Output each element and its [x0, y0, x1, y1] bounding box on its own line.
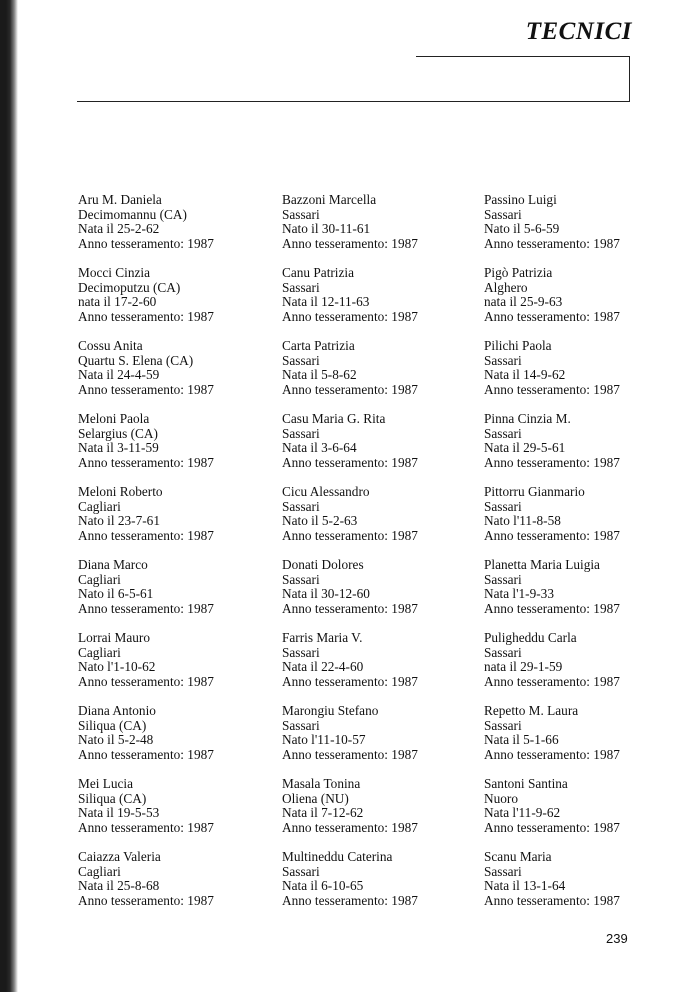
- person-name: Marongiu Stefano: [282, 703, 379, 718]
- person-name: Caiazza Valeria: [78, 849, 161, 864]
- person-entry: [282, 193, 482, 266]
- person-entry: [484, 339, 684, 412]
- person-birth: Nato l'11-8-58: [484, 513, 561, 529]
- column-1: [78, 193, 278, 923]
- person-name: Repetto M. Laura: [484, 703, 579, 718]
- person-year: Anno tesseramento: 1987: [78, 600, 214, 616]
- person-entry: [282, 485, 482, 558]
- person-name: Meloni Roberto: [78, 484, 163, 499]
- person-birth: Nato il 5-2-48: [78, 732, 154, 748]
- person-place: Sassari: [282, 425, 320, 441]
- person-birth: Nato il 5-2-63: [282, 513, 358, 529]
- person-year: Anno tesseramento: 1987: [78, 235, 214, 251]
- person-birth: Nata il 6-10-65: [282, 878, 364, 894]
- person-year: Anno tesseramento: 1987: [282, 454, 418, 470]
- person-place: Cagliari: [78, 863, 121, 879]
- person-name: Donati Dolores: [282, 557, 364, 572]
- person-name: Diana Marco: [78, 557, 148, 572]
- person-birth: Nato il 5-6-59: [484, 221, 560, 237]
- person-entry: [78, 412, 278, 485]
- person-year: Anno tesseramento: 1987: [78, 746, 214, 762]
- person-place: Nuoro: [484, 790, 518, 806]
- person-year: Anno tesseramento: 1987: [282, 819, 418, 835]
- person-place: Decimoputzu (CA): [78, 279, 181, 295]
- person-entry: [282, 850, 482, 923]
- person-name: Mei Lucia: [78, 776, 134, 791]
- person-year: Anno tesseramento: 1987: [282, 527, 418, 543]
- person-entry: [484, 704, 684, 777]
- person-birth: Nata il 13-1-64: [484, 878, 566, 894]
- person-birth: Nata il 12-11-63: [282, 294, 370, 310]
- person-birth: Nata il 22-4-60: [282, 659, 364, 675]
- person-place: Sassari: [484, 571, 522, 587]
- person-birth: Nata il 24-4-59: [78, 367, 160, 383]
- person-name: Carta Patrizia: [282, 338, 355, 353]
- person-entry: [484, 850, 684, 923]
- person-year: Anno tesseramento: 1987: [484, 673, 620, 689]
- person-name: Pilichi Paola: [484, 338, 552, 353]
- person-year: Anno tesseramento: 1987: [484, 381, 620, 397]
- person-place: Sassari: [282, 279, 320, 295]
- person-place: Sassari: [484, 863, 522, 879]
- person-name: Pinna Cinzia M.: [484, 411, 571, 426]
- person-entry: [78, 193, 278, 266]
- person-name: Bazzoni Marcella: [282, 192, 377, 207]
- person-name: Multineddu Caterina: [282, 849, 393, 864]
- person-year: Anno tesseramento: 1987: [78, 673, 214, 689]
- person-place: Decimomannu (CA): [78, 206, 187, 222]
- person-entry: [282, 631, 482, 704]
- person-name: Passino Luigi: [484, 192, 557, 207]
- person-entry: [78, 339, 278, 412]
- person-place: Selargius (CA): [78, 425, 158, 441]
- person-name: Cicu Alessandro: [282, 484, 370, 499]
- person-entry: [78, 485, 278, 558]
- header-frame-line: [416, 56, 630, 101]
- person-year: Anno tesseramento: 1987: [282, 308, 418, 324]
- person-entry: [282, 266, 482, 339]
- person-entry: [78, 704, 278, 777]
- person-birth: nata il 25-9-63: [484, 294, 563, 310]
- person-birth: Nato il 6-5-61: [78, 586, 154, 602]
- person-name: Planetta Maria Luigia: [484, 557, 600, 572]
- person-year: Anno tesseramento: 1987: [78, 819, 214, 835]
- book-spine-shadow: [0, 0, 18, 992]
- person-name: Cossu Anita: [78, 338, 143, 353]
- person-entry: [484, 412, 684, 485]
- person-year: Anno tesseramento: 1987: [78, 892, 214, 908]
- person-birth: nata il 29-1-59: [484, 659, 563, 675]
- person-place: Cagliari: [78, 498, 121, 514]
- person-name: Scanu Maria: [484, 849, 552, 864]
- person-place: Sassari: [484, 206, 522, 222]
- person-name: Masala Tonina: [282, 776, 361, 791]
- person-name: Pigò Patrizia: [484, 265, 553, 280]
- person-entry: [78, 777, 278, 850]
- person-birth: Nata il 5-1-66: [484, 732, 559, 748]
- person-name: Pittorru Gianmario: [484, 484, 585, 499]
- person-entry: [484, 558, 684, 631]
- person-place: Siliqua (CA): [78, 717, 147, 733]
- column-3: [484, 193, 684, 923]
- person-entry: [484, 485, 684, 558]
- person-year: Anno tesseramento: 1987: [484, 527, 620, 543]
- person-place: Alghero: [484, 279, 528, 295]
- person-year: Anno tesseramento: 1987: [484, 308, 620, 324]
- person-year: Anno tesseramento: 1987: [484, 746, 620, 762]
- person-place: Sassari: [282, 352, 320, 368]
- person-birth: Nata il 3-11-59: [78, 440, 159, 456]
- person-place: Cagliari: [78, 571, 121, 587]
- person-year: Anno tesseramento: 1987: [282, 746, 418, 762]
- person-year: Anno tesseramento: 1987: [78, 527, 214, 543]
- person-name: Aru M. Daniela: [78, 192, 162, 207]
- column-2: [282, 193, 482, 923]
- person-year: Anno tesseramento: 1987: [282, 381, 418, 397]
- person-year: Anno tesseramento: 1987: [282, 235, 418, 251]
- person-entry: [484, 266, 684, 339]
- person-name: Casu Maria G. Rita: [282, 411, 386, 426]
- person-birth: Nata l'11-9-62: [484, 805, 561, 821]
- person-name: Lorrai Mauro: [78, 630, 150, 645]
- person-birth: Nata il 5-8-62: [282, 367, 357, 383]
- person-birth: Nato il 30-11-61: [282, 221, 371, 237]
- person-place: Sassari: [282, 206, 320, 222]
- person-year: Anno tesseramento: 1987: [484, 600, 620, 616]
- person-place: Oliena (NU): [282, 790, 349, 806]
- person-place: Sassari: [484, 425, 522, 441]
- person-birth: Nata il 30-12-60: [282, 586, 370, 602]
- person-year: Anno tesseramento: 1987: [282, 892, 418, 908]
- person-year: Anno tesseramento: 1987: [484, 819, 620, 835]
- person-year: Anno tesseramento: 1987: [484, 454, 620, 470]
- person-name: Canu Patrizia: [282, 265, 355, 280]
- person-place: Siliqua (CA): [78, 790, 147, 806]
- person-entry: [282, 558, 482, 631]
- person-place: Cagliari: [78, 644, 121, 660]
- person-entry: [282, 412, 482, 485]
- person-place: Sassari: [282, 498, 320, 514]
- person-entry: [78, 558, 278, 631]
- section-title: TECNICI: [525, 18, 632, 45]
- person-name: Mocci Cinzia: [78, 265, 151, 280]
- person-birth: Nata il 14-9-62: [484, 367, 566, 383]
- person-year: Anno tesseramento: 1987: [78, 381, 214, 397]
- person-name: Santoni Santina: [484, 776, 568, 791]
- header-rule: [77, 101, 630, 102]
- person-birth: Nato il 23-7-61: [78, 513, 160, 529]
- person-birth: Nata il 25-8-68: [78, 878, 160, 894]
- person-birth: Nato l'11-10-57: [282, 732, 366, 748]
- person-year: Anno tesseramento: 1987: [484, 235, 620, 251]
- person-entry: [78, 266, 278, 339]
- person-birth: nata il 17-2-60: [78, 294, 157, 310]
- person-birth: Nata il 25-2-62: [78, 221, 160, 237]
- person-entry: [78, 850, 278, 923]
- person-place: Quartu S. Elena (CA): [78, 352, 194, 368]
- person-place: Sassari: [282, 863, 320, 879]
- person-year: Anno tesseramento: 1987: [484, 892, 620, 908]
- person-birth: Nata l'1-9-33: [484, 586, 554, 602]
- person-birth: Nato l'1-10-62: [78, 659, 156, 675]
- person-place: Sassari: [282, 571, 320, 587]
- person-birth: Nata il 29-5-61: [484, 440, 566, 456]
- person-place: Sassari: [282, 644, 320, 660]
- person-name: Diana Antonio: [78, 703, 156, 718]
- person-birth: Nata il 19-5-53: [78, 805, 160, 821]
- person-place: Sassari: [484, 644, 522, 660]
- person-entry: [78, 631, 278, 704]
- person-name: Farris Maria V.: [282, 630, 363, 645]
- person-entry: [484, 777, 684, 850]
- person-entry: [282, 777, 482, 850]
- person-birth: Nata il 7-12-62: [282, 805, 364, 821]
- person-birth: Nata il 3-6-64: [282, 440, 357, 456]
- person-year: Anno tesseramento: 1987: [282, 673, 418, 689]
- person-entry: [484, 631, 684, 704]
- person-year: Anno tesseramento: 1987: [78, 454, 214, 470]
- person-place: Sassari: [484, 717, 522, 733]
- person-place: Sassari: [484, 498, 522, 514]
- page-number: 239: [606, 931, 628, 946]
- person-name: Meloni Paola: [78, 411, 150, 426]
- person-name: Puligheddu Carla: [484, 630, 577, 645]
- person-year: Anno tesseramento: 1987: [282, 600, 418, 616]
- person-place: Sassari: [484, 352, 522, 368]
- person-entry: [282, 339, 482, 412]
- person-entry: [484, 193, 684, 266]
- person-year: Anno tesseramento: 1987: [78, 308, 214, 324]
- person-entry: [282, 704, 482, 777]
- person-place: Sassari: [282, 717, 320, 733]
